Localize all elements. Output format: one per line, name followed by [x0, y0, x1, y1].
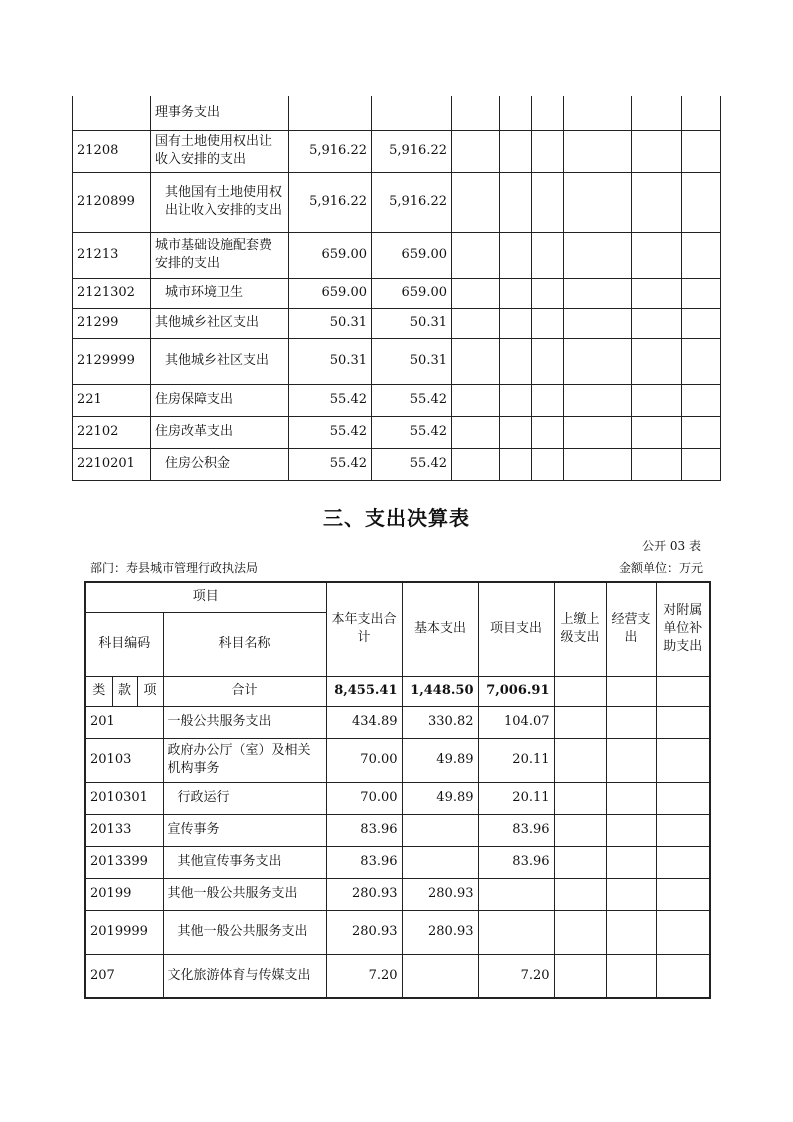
basic-cell: 280.93 [402, 878, 478, 910]
total-cell: 5,916.22 [289, 172, 372, 232]
empty-cell [564, 416, 632, 448]
empty-cell [554, 782, 606, 814]
empty-cell [554, 738, 606, 782]
name-cell: 城市环境卫生 [151, 278, 289, 308]
empty-cell [554, 846, 606, 878]
code-cell: 2121302 [73, 278, 151, 308]
header-xiang: 项 [137, 676, 163, 706]
total-cell: 55.42 [289, 384, 372, 416]
empty-cell [606, 814, 656, 846]
sum-basic: 1,448.50 [402, 676, 478, 706]
empty-cell [606, 706, 656, 738]
basic-cell: 55.42 [372, 384, 452, 416]
code-cell: 21213 [73, 232, 151, 278]
name-cell: 理事务支出 [151, 96, 289, 130]
header-total: 本年支出合计 [326, 582, 402, 676]
basic-cell: 330.82 [402, 706, 478, 738]
empty-cell [632, 278, 682, 308]
empty-cell [452, 130, 500, 172]
basic-cell [372, 96, 452, 130]
empty-cell [500, 308, 532, 338]
empty-cell [500, 130, 532, 172]
empty-cell [682, 172, 721, 232]
name-cell: 其他国有土地使用权出让收入安排的支出 [151, 172, 289, 232]
table-row [85, 910, 710, 954]
name-cell: 文化旅游体育与传媒支出 [163, 954, 326, 998]
empty-cell [606, 954, 656, 998]
table-row [73, 308, 721, 338]
project-cell [478, 910, 554, 954]
empty-cell [452, 96, 500, 130]
basic-cell: 55.42 [372, 448, 452, 480]
empty-cell [606, 846, 656, 878]
header-subsidy: 对附属单位补助支出 [656, 582, 710, 676]
code-cell: 21208 [73, 130, 151, 172]
empty-cell [452, 448, 500, 480]
empty-cell [564, 172, 632, 232]
empty-cell [554, 954, 606, 998]
empty-cell [632, 172, 682, 232]
expenditure-table [84, 581, 711, 999]
empty-cell [682, 96, 721, 130]
empty-cell [452, 308, 500, 338]
total-cell: 50.31 [289, 308, 372, 338]
empty-cell [500, 96, 532, 130]
empty-cell [682, 130, 721, 172]
empty-cell [606, 782, 656, 814]
total-cell: 70.00 [326, 782, 402, 814]
table-row [85, 814, 710, 846]
empty-cell [564, 384, 632, 416]
table-row [73, 96, 721, 130]
total-cell: 280.93 [326, 910, 402, 954]
name-cell: 行政运行 [163, 782, 326, 814]
empty-cell [532, 308, 564, 338]
table-row [85, 706, 710, 738]
empty-cell [656, 878, 710, 910]
name-cell: 住房保障支出 [151, 384, 289, 416]
empty-cell [532, 172, 564, 232]
code-cell: 20199 [85, 878, 163, 910]
table-row [85, 782, 710, 814]
table-row [73, 384, 721, 416]
basic-cell: 50.31 [372, 338, 452, 384]
total-cell: 280.93 [326, 878, 402, 910]
expenditure-table-continued [72, 96, 721, 481]
header-item: 项目 [85, 582, 326, 612]
empty-cell [606, 738, 656, 782]
table-row [73, 278, 721, 308]
empty-cell [500, 448, 532, 480]
empty-cell [554, 814, 606, 846]
empty-cell [656, 954, 710, 998]
empty-cell [656, 738, 710, 782]
table-row [85, 738, 710, 782]
code-cell: 2210201 [73, 448, 151, 480]
name-cell: 其他城乡社区支出 [151, 338, 289, 384]
empty-cell [500, 416, 532, 448]
empty-cell [532, 416, 564, 448]
header-kuan: 款 [112, 676, 137, 706]
empty-cell [532, 96, 564, 130]
empty-cell [452, 416, 500, 448]
basic-cell: 50.31 [372, 308, 452, 338]
basic-cell: 659.00 [372, 232, 452, 278]
empty-cell [500, 384, 532, 416]
empty-cell [554, 910, 606, 954]
empty-cell [532, 130, 564, 172]
empty-cell [656, 706, 710, 738]
table-row [73, 130, 721, 172]
code-cell: 22102 [73, 416, 151, 448]
empty-cell [564, 448, 632, 480]
empty-cell [500, 338, 532, 384]
empty-cell [656, 814, 710, 846]
table-row [73, 232, 721, 278]
header-lei: 类 [85, 676, 112, 706]
empty-cell [632, 448, 682, 480]
section-title: 三、支出决算表 [323, 506, 470, 530]
total-cell: 5,916.22 [289, 130, 372, 172]
name-cell: 其他宣传事务支出 [163, 846, 326, 878]
header-project: 项目支出 [478, 582, 554, 676]
department-label: 部门：寿县城市管理行政执法局 [90, 561, 259, 575]
table-row [73, 338, 721, 384]
empty-cell [554, 878, 606, 910]
empty-cell [564, 130, 632, 172]
header-code: 科目编码 [85, 612, 163, 676]
total-cell [289, 96, 372, 130]
empty-cell [632, 96, 682, 130]
code-cell: 2120899 [73, 172, 151, 232]
basic-cell [402, 954, 478, 998]
basic-cell: 5,916.22 [372, 130, 452, 172]
empty-cell [500, 278, 532, 308]
sum-label: 合计 [163, 676, 326, 706]
empty-cell [500, 232, 532, 278]
empty-cell [532, 278, 564, 308]
total-cell: 55.42 [289, 416, 372, 448]
name-cell: 其他城乡社区支出 [151, 308, 289, 338]
code-cell: 20103 [85, 738, 163, 782]
total-cell: 83.96 [326, 846, 402, 878]
empty-cell [532, 384, 564, 416]
empty-cell [682, 416, 721, 448]
project-cell: 20.11 [478, 738, 554, 782]
basic-cell: 55.42 [372, 416, 452, 448]
empty-cell [564, 308, 632, 338]
code-cell: 2010301 [85, 782, 163, 814]
name-cell: 住房改革支出 [151, 416, 289, 448]
name-cell: 宣传事务 [163, 814, 326, 846]
basic-cell: 5,916.22 [372, 172, 452, 232]
total-cell: 55.42 [289, 448, 372, 480]
empty-cell [564, 338, 632, 384]
name-cell: 住房公积金 [151, 448, 289, 480]
name-cell: 其他一般公共服务支出 [163, 910, 326, 954]
empty-cell [606, 878, 656, 910]
empty-cell [452, 172, 500, 232]
empty-cell [452, 232, 500, 278]
header-business: 经营支出 [606, 582, 656, 676]
code-cell: 21299 [73, 308, 151, 338]
basic-cell: 280.93 [402, 910, 478, 954]
table-row [73, 172, 721, 232]
project-cell: 7.20 [478, 954, 554, 998]
sum-project: 7,006.91 [478, 676, 554, 706]
code-cell: 2129999 [73, 338, 151, 384]
basic-cell: 659.00 [372, 278, 452, 308]
code-cell [73, 96, 151, 130]
project-cell: 83.96 [478, 814, 554, 846]
empty-cell [452, 338, 500, 384]
basic-cell [402, 846, 478, 878]
project-cell: 20.11 [478, 782, 554, 814]
empty-cell [632, 416, 682, 448]
table-row [85, 878, 710, 910]
project-cell: 104.07 [478, 706, 554, 738]
basic-cell [402, 814, 478, 846]
total-cell: 659.00 [289, 278, 372, 308]
header-upper: 上缴上级支出 [554, 582, 606, 676]
name-cell: 国有土地使用权出让收入安排的支出 [151, 130, 289, 172]
empty-cell [452, 384, 500, 416]
empty-cell [632, 308, 682, 338]
empty-cell [632, 232, 682, 278]
amount-unit-label: 金额单位：万元 [618, 561, 703, 575]
total-cell: 50.31 [289, 338, 372, 384]
sum-total: 8,455.41 [326, 676, 402, 706]
code-cell: 201 [85, 706, 163, 738]
empty-cell [564, 96, 632, 130]
header-name: 科目名称 [163, 612, 326, 676]
basic-cell: 49.89 [402, 782, 478, 814]
empty-cell [554, 706, 606, 738]
header-basic: 基本支出 [402, 582, 478, 676]
code-cell: 2013399 [85, 846, 163, 878]
total-cell: 70.00 [326, 738, 402, 782]
empty-cell [564, 278, 632, 308]
form-number: 公开 03 表 [642, 539, 701, 553]
empty-cell [682, 278, 721, 308]
total-cell: 83.96 [326, 814, 402, 846]
project-cell [478, 878, 554, 910]
empty-cell [564, 232, 632, 278]
code-cell: 221 [73, 384, 151, 416]
table-row [85, 954, 710, 998]
name-cell: 城市基础设施配套费安排的支出 [151, 232, 289, 278]
total-cell: 7.20 [326, 954, 402, 998]
empty-cell [532, 338, 564, 384]
empty-cell [682, 338, 721, 384]
table-row [73, 416, 721, 448]
empty-cell [500, 172, 532, 232]
project-cell: 83.96 [478, 846, 554, 878]
code-cell: 20133 [85, 814, 163, 846]
code-cell: 207 [85, 954, 163, 998]
empty-cell [656, 782, 710, 814]
name-cell: 一般公共服务支出 [163, 706, 326, 738]
empty-cell [656, 910, 710, 954]
empty-cell [606, 910, 656, 954]
name-cell: 其他一般公共服务支出 [163, 878, 326, 910]
empty-cell [632, 384, 682, 416]
name-cell: 政府办公厅（室）及相关机构事务 [163, 738, 326, 782]
table-row [85, 846, 710, 878]
empty-cell [532, 232, 564, 278]
empty-cell [632, 338, 682, 384]
empty-cell [656, 846, 710, 878]
empty-cell [682, 448, 721, 480]
empty-cell [682, 384, 721, 416]
empty-cell [682, 232, 721, 278]
empty-cell [452, 278, 500, 308]
total-cell: 659.00 [289, 232, 372, 278]
basic-cell: 49.89 [402, 738, 478, 782]
total-cell: 434.89 [326, 706, 402, 738]
empty-cell [532, 448, 564, 480]
code-cell: 2019999 [85, 910, 163, 954]
table-row [73, 448, 721, 480]
empty-cell [632, 130, 682, 172]
empty-cell [682, 308, 721, 338]
